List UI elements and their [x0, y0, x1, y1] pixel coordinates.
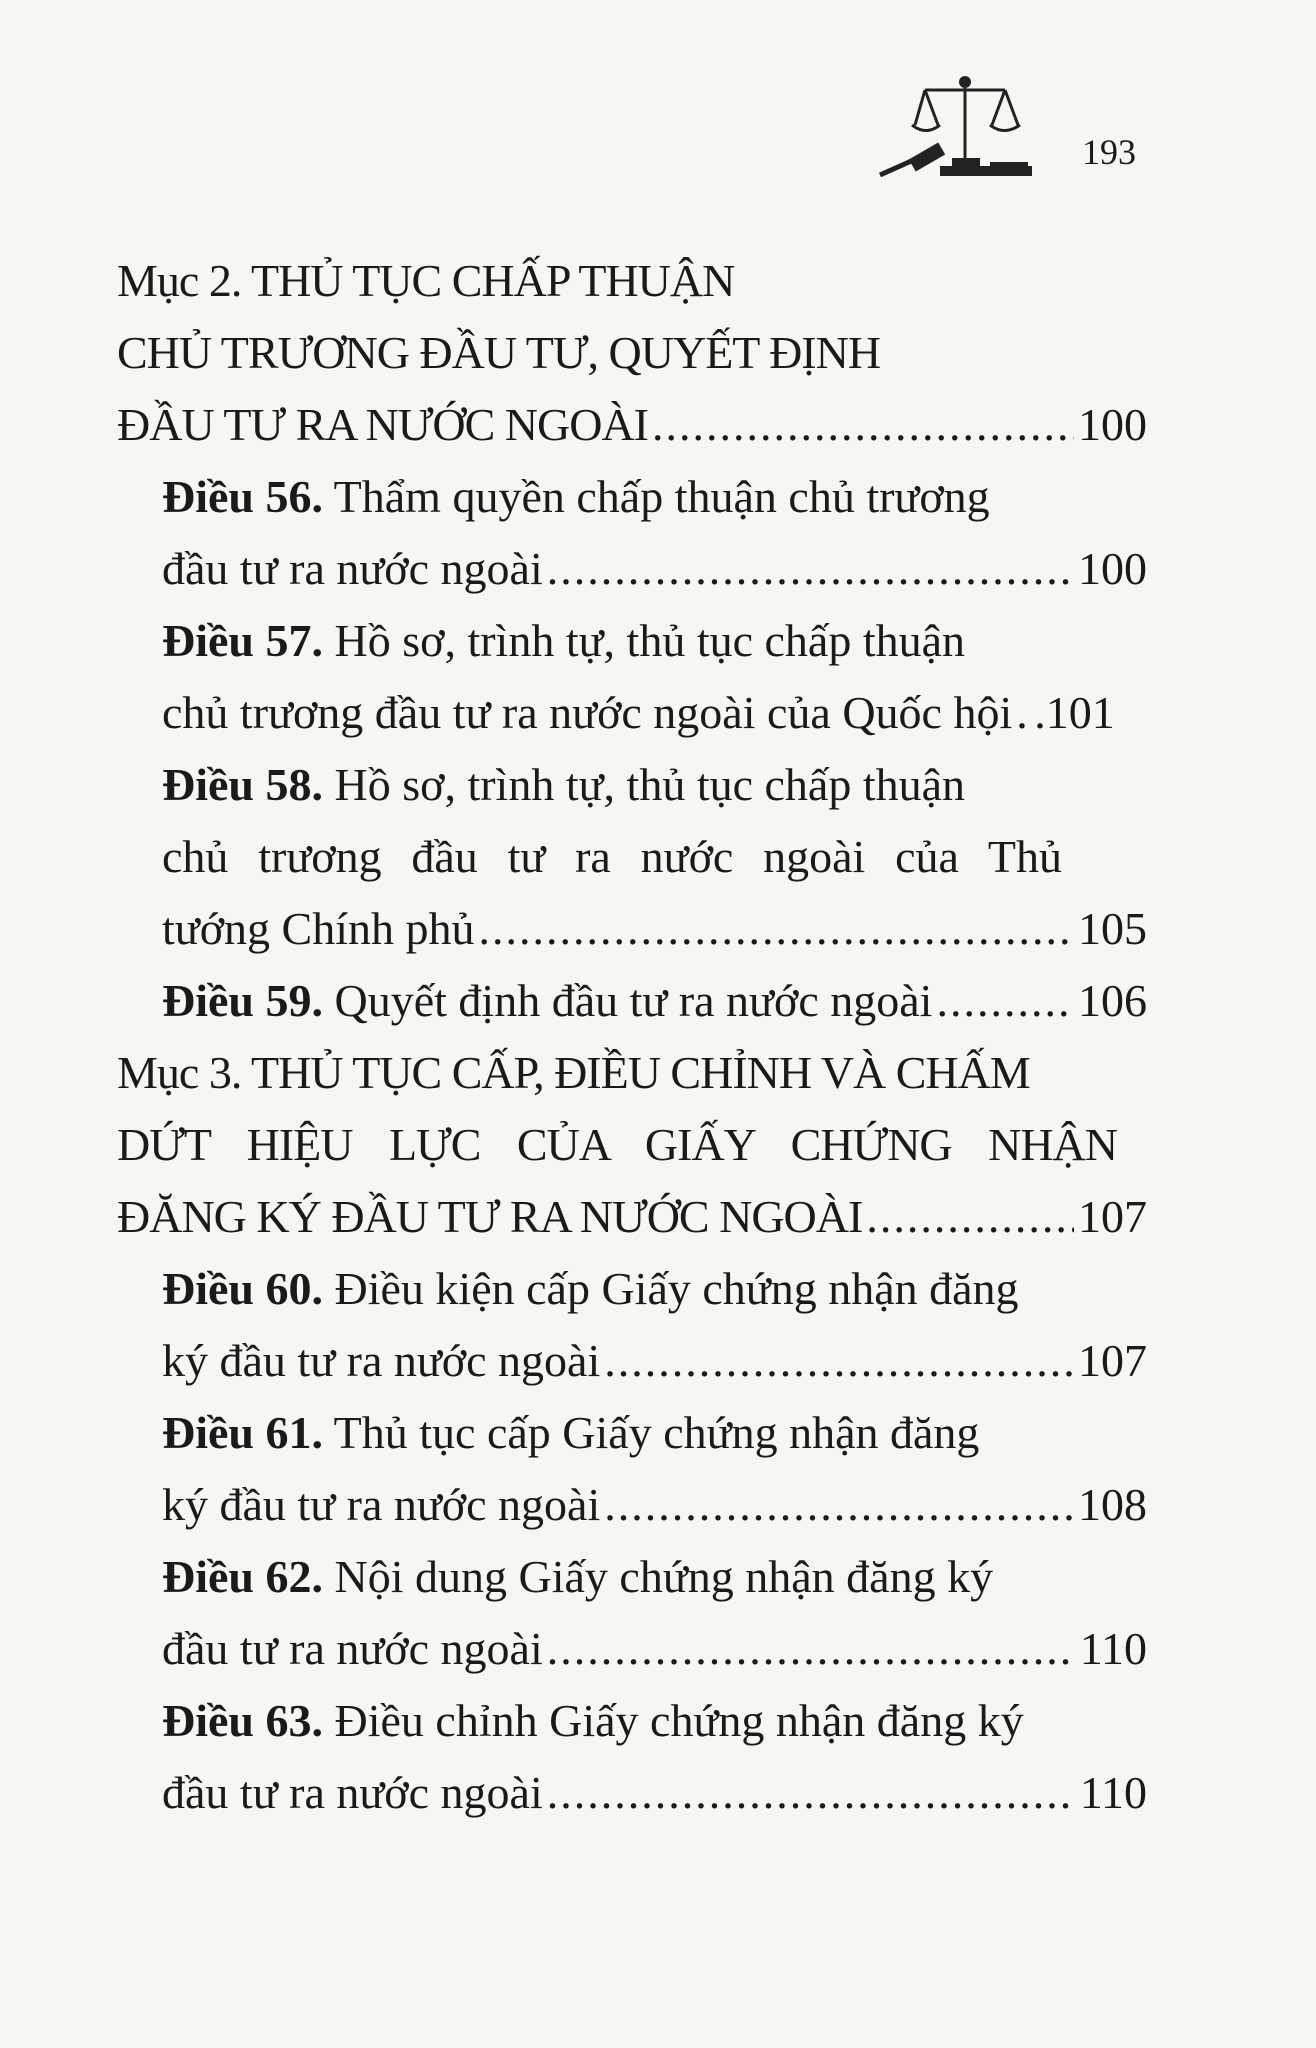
dot-leader — [547, 1757, 1076, 1829]
article-title-line: Điều 62. Nội dung Giấy chứng nhận đăng ký — [162, 1541, 1147, 1613]
toc-page-ref: 110 — [1079, 1767, 1147, 1818]
toc-page-ref: 105 — [1078, 903, 1147, 954]
article-title-line: Điều 57. Hồ sơ, trình tự, thủ tục chấp thuận — [162, 605, 1147, 677]
toc-entry-line: đầu tư ra nước ngoài ..... 110 — [162, 1613, 1147, 1685]
article-label: Điều 59. — [162, 975, 323, 1026]
article-title-line: Điều 56. Thẩm quyền chấp thuận chủ trương — [162, 461, 1147, 533]
dot-leader — [604, 1469, 1074, 1541]
dot-leader — [479, 893, 1075, 965]
dot-leader — [1016, 677, 1030, 749]
toc-entry-line: ký đầu tư ra nước ngoài ..... 107 — [162, 1325, 1147, 1397]
toc-entry-line: đầu tư ra nước ngoài ..... 110 — [162, 1757, 1147, 1829]
article-title-line: Điều 63. Điều chỉnh Giấy chứng nhận đăng ký — [162, 1685, 1147, 1757]
toc-entry-line: chủ trương đầu tư ra nước ngoài của Quốc hội ..... .101 — [162, 677, 1147, 749]
toc-page-ref: 107 — [1078, 1335, 1147, 1386]
article-title-line: Điều 58. Hồ sơ, trình tự, thủ tục chấp thuận — [162, 749, 1147, 821]
toc-page-ref: .101 — [1034, 687, 1115, 738]
page-number: 193 — [1082, 132, 1136, 172]
toc-entry-line: ký đầu tư ra nước ngoài ..... 108 — [162, 1469, 1147, 1541]
article-label: Điều 58. — [162, 759, 323, 810]
article-label: Điều 60. — [162, 1263, 323, 1314]
dot-leader — [547, 1613, 1076, 1685]
dot-leader — [547, 533, 1074, 605]
toc-page-ref: 107 — [1078, 1191, 1147, 1242]
article-title-line: Điều 60. Điều kiện cấp Giấy chứng nhận đăng — [162, 1253, 1147, 1325]
dot-leader — [604, 1325, 1074, 1397]
page-header — [870, 70, 1170, 180]
section-title-line: CHỦ TRƯƠNG ĐẦU TƯ, QUYẾT ĐỊNH — [117, 327, 881, 378]
scales-of-justice-and-gavel-icon — [870, 70, 1050, 180]
toc-entry-line: Điều 59. Quyết định đầu tư ra nước ngoài ..... 106 — [162, 965, 1147, 1037]
section-title-line: Mục 2. THỦ TỤC CHẤP THUẬN — [117, 255, 735, 306]
section-title-line: Mục 3. THỦ TỤC CẤP, ĐIỀU CHỈNH VÀ CHẤM — [117, 1047, 1030, 1098]
toc-entry-line: ĐĂNG KÝ ĐẦU TƯ RA NƯỚC NGOÀI ..... 107 — [117, 1181, 1147, 1253]
article-label: Điều 56. — [162, 471, 323, 522]
article-title-line: Điều 61. Thủ tục cấp Giấy chứng nhận đăng — [162, 1397, 1147, 1469]
toc-page-ref: 100 — [1078, 399, 1147, 450]
toc-page-ref: 108 — [1078, 1479, 1147, 1530]
toc-page-ref: 106 — [1078, 975, 1147, 1026]
dot-leader — [936, 965, 1074, 1037]
article-title-line: chủ trương đầu tư ra nước ngoài của Thủ — [162, 831, 1062, 882]
section-title-line: DỨT HIỆU LỰC CỦA GIẤY CHỨNG NHẬN — [117, 1119, 1117, 1170]
toc-page-ref: 100 — [1078, 543, 1147, 594]
toc-entry-line: đầu tư ra nước ngoài ..... 100 — [162, 533, 1147, 605]
toc-entry-line: tướng Chính phủ ..... 105 — [162, 893, 1147, 965]
toc-entry-line: ĐẦU TƯ RA NƯỚC NGOÀI ..... 100 — [117, 389, 1147, 461]
article-label: Điều 63. — [162, 1695, 323, 1746]
article-label: Điều 61. — [162, 1407, 323, 1458]
dot-leader — [652, 389, 1074, 461]
article-label: Điều 57. — [162, 615, 323, 666]
article-label: Điều 62. — [162, 1551, 323, 1602]
dot-leader — [866, 1181, 1074, 1253]
toc-page-ref: 110 — [1079, 1623, 1147, 1674]
